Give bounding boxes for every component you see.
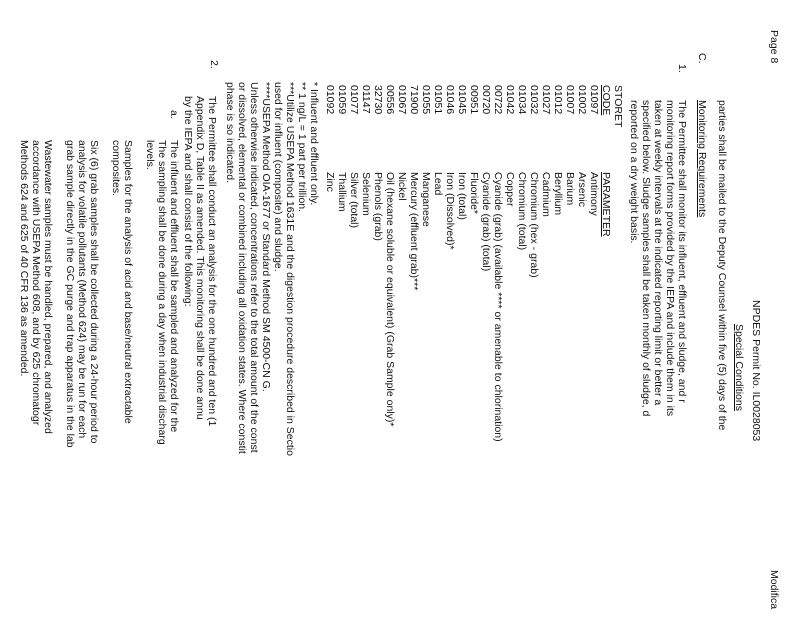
item-2-line: Appendix D, Table II as amended. This monitoring shall be done annu (194, 96, 206, 420)
storet-code: 01042 (504, 85, 516, 115)
storet-code: 00556 (384, 85, 396, 115)
permit-number: NPDES Permit No. IL0028053 (750, 300, 762, 442)
parameter-name: Zinc (324, 172, 336, 192)
item-1-line: reported on a dry weight basis. (628, 100, 640, 244)
storet-code: 01055 (420, 85, 432, 115)
item-1-line: monitoring report forms provided by the IEPA and include them in its (664, 100, 676, 417)
parameter-name: Chromium (hex - grab) (528, 172, 540, 278)
parameter-name: Arsenic (576, 172, 588, 208)
footnote: used for influent (composite) and sludge. (272, 82, 284, 272)
parameter-name: Manganese (420, 172, 432, 227)
sub-a-line: accordance with USEPA Method 608, and by 625 chromatogr (30, 140, 42, 426)
item-2-line: The Permittee shall conduct an analysis for the one hundred and ten (1 (206, 96, 218, 427)
parameter-header: PARAMETER (600, 172, 612, 237)
storet-code: 01097 (588, 85, 600, 115)
parameter-name: Cyanide (grab) (available **** or amenable to chlorination) (492, 172, 504, 442)
item-2-number: 2. (208, 60, 220, 69)
parameter-name: Thallium (336, 172, 348, 212)
sub-a-line: Methods 624 and 625 of 40 CFR 136 as amended. (18, 140, 30, 377)
sub-a-line: The sampling shall be done during a day when industrial discharg (156, 140, 168, 445)
parameter-name: Fluoride* (468, 172, 480, 215)
storet-code: 01045 (456, 85, 468, 115)
storet-code: 01007 (564, 85, 576, 115)
item-1-line: taken at weekly intervals at the indicated reporting limit or better a (652, 100, 664, 406)
sub-a-letter: a. (168, 110, 180, 119)
parameter-name: Cyanide (grab) (total) (480, 172, 492, 272)
parameter-name: Nickel (396, 172, 408, 201)
footnote: ***Utilize USEPA Method 1631E and the digestion procedure described in Sectio (284, 82, 296, 456)
parameter-name: Lead (432, 172, 444, 196)
parameter-name: Iron (Dissolved)* (444, 172, 456, 250)
storet-code: 01077 (348, 85, 360, 115)
sub-a-line: Samples for the analysis of acid and base/neutral extractable (122, 140, 134, 424)
item-1-number: 1. (676, 64, 688, 73)
storet-code: 01027 (540, 85, 552, 115)
storet-code: 00722 (492, 85, 504, 115)
parameter-name: Iron (total) (456, 172, 468, 220)
storet-code: 01092 (324, 85, 336, 115)
storet-code: 01012 (552, 85, 564, 115)
footnote: phase is so indicated. (224, 82, 236, 183)
storet-header: STORET (612, 85, 624, 128)
item-1-line: specified below. Sludge samples shall be taken monthly of sludge, d (640, 100, 652, 417)
parameter-name: Mercury (effluent grab)*** (408, 172, 420, 291)
sub-a-line: Six (6) grab samples shall be collected during a 24-hour period to (88, 140, 100, 444)
storet-code: 01147 (360, 85, 372, 114)
sub-a-line: analysis for volatile pollutants (Method 624) may be run for each (76, 140, 88, 439)
storet-code: 71900 (408, 85, 420, 115)
parameter-name: Silver (total) (348, 172, 360, 229)
item-1-line: The Permittee shall monitor its influent, effluent and sludge, and r (676, 100, 688, 403)
parameter-name: Cadmium (540, 172, 552, 217)
section-title: Monitoring Requirements (696, 100, 708, 218)
parameter-name: Selenium (360, 172, 372, 216)
storet-code: 01059 (336, 85, 348, 115)
parameter-name: Oil (hexane soluble or equivalent) (Grab Sample only)* (384, 172, 396, 427)
parameter-name: Antimony (588, 172, 600, 216)
storet-code: 00951 (468, 85, 480, 115)
item-2-line: by the IEPA and shall consist of the following: (182, 96, 194, 307)
parameter-name: Barium (564, 172, 576, 206)
footnote: ****USEPA Method OIA-1677 or Standard Method SM 4500-CN G. (260, 82, 272, 392)
intro-line: parties shall be mailed to the Deputy Counsel within five (5) days of the (716, 100, 728, 431)
storet-code: 01046 (444, 85, 456, 115)
storet-code: 01067 (396, 85, 408, 115)
sub-a-line: composites. (110, 140, 122, 197)
storet-code: 01051 (432, 85, 444, 115)
parameter-name: Chromium (total) (516, 172, 528, 251)
storet-code: 01034 (516, 85, 528, 115)
parameter-name: Copper (504, 172, 516, 207)
code-header: CODE (600, 85, 612, 116)
parameter-name: Phenols (grab) (372, 172, 384, 241)
sub-a-line: levels. (144, 140, 156, 170)
storet-code: 01002 (576, 85, 588, 115)
modification-label: Modifica (768, 570, 780, 610)
storet-code: 00720 (480, 85, 492, 115)
sub-a-line: The influent and effluent shall be sampled and analyzed for the (168, 140, 180, 433)
footnote: * Influent and effluent only. (308, 82, 320, 206)
sub-a-line: Wastewater samples must be handled, prepared, and analyzed (42, 140, 54, 434)
sub-a-line: grab sample directly in the GC purge and trap apparatus in the lab (64, 140, 76, 448)
special-conditions-title: Special Conditions (733, 324, 745, 411)
footnote: ** 1 ng/L = 1 part per trillion. (296, 82, 308, 213)
page-number: Page 8 (768, 30, 780, 64)
footnote: or dissolved, elemental or combined including all oxidation states. Where constit (236, 82, 248, 454)
footnote: Unless otherwise indicated, concentrations refer to the total amount of the const (248, 82, 260, 453)
parameter-name: Beryllium (552, 172, 564, 216)
section-letter: C. (696, 53, 708, 64)
storet-code: 01032 (528, 85, 540, 115)
storet-code: 32730 (372, 85, 384, 115)
